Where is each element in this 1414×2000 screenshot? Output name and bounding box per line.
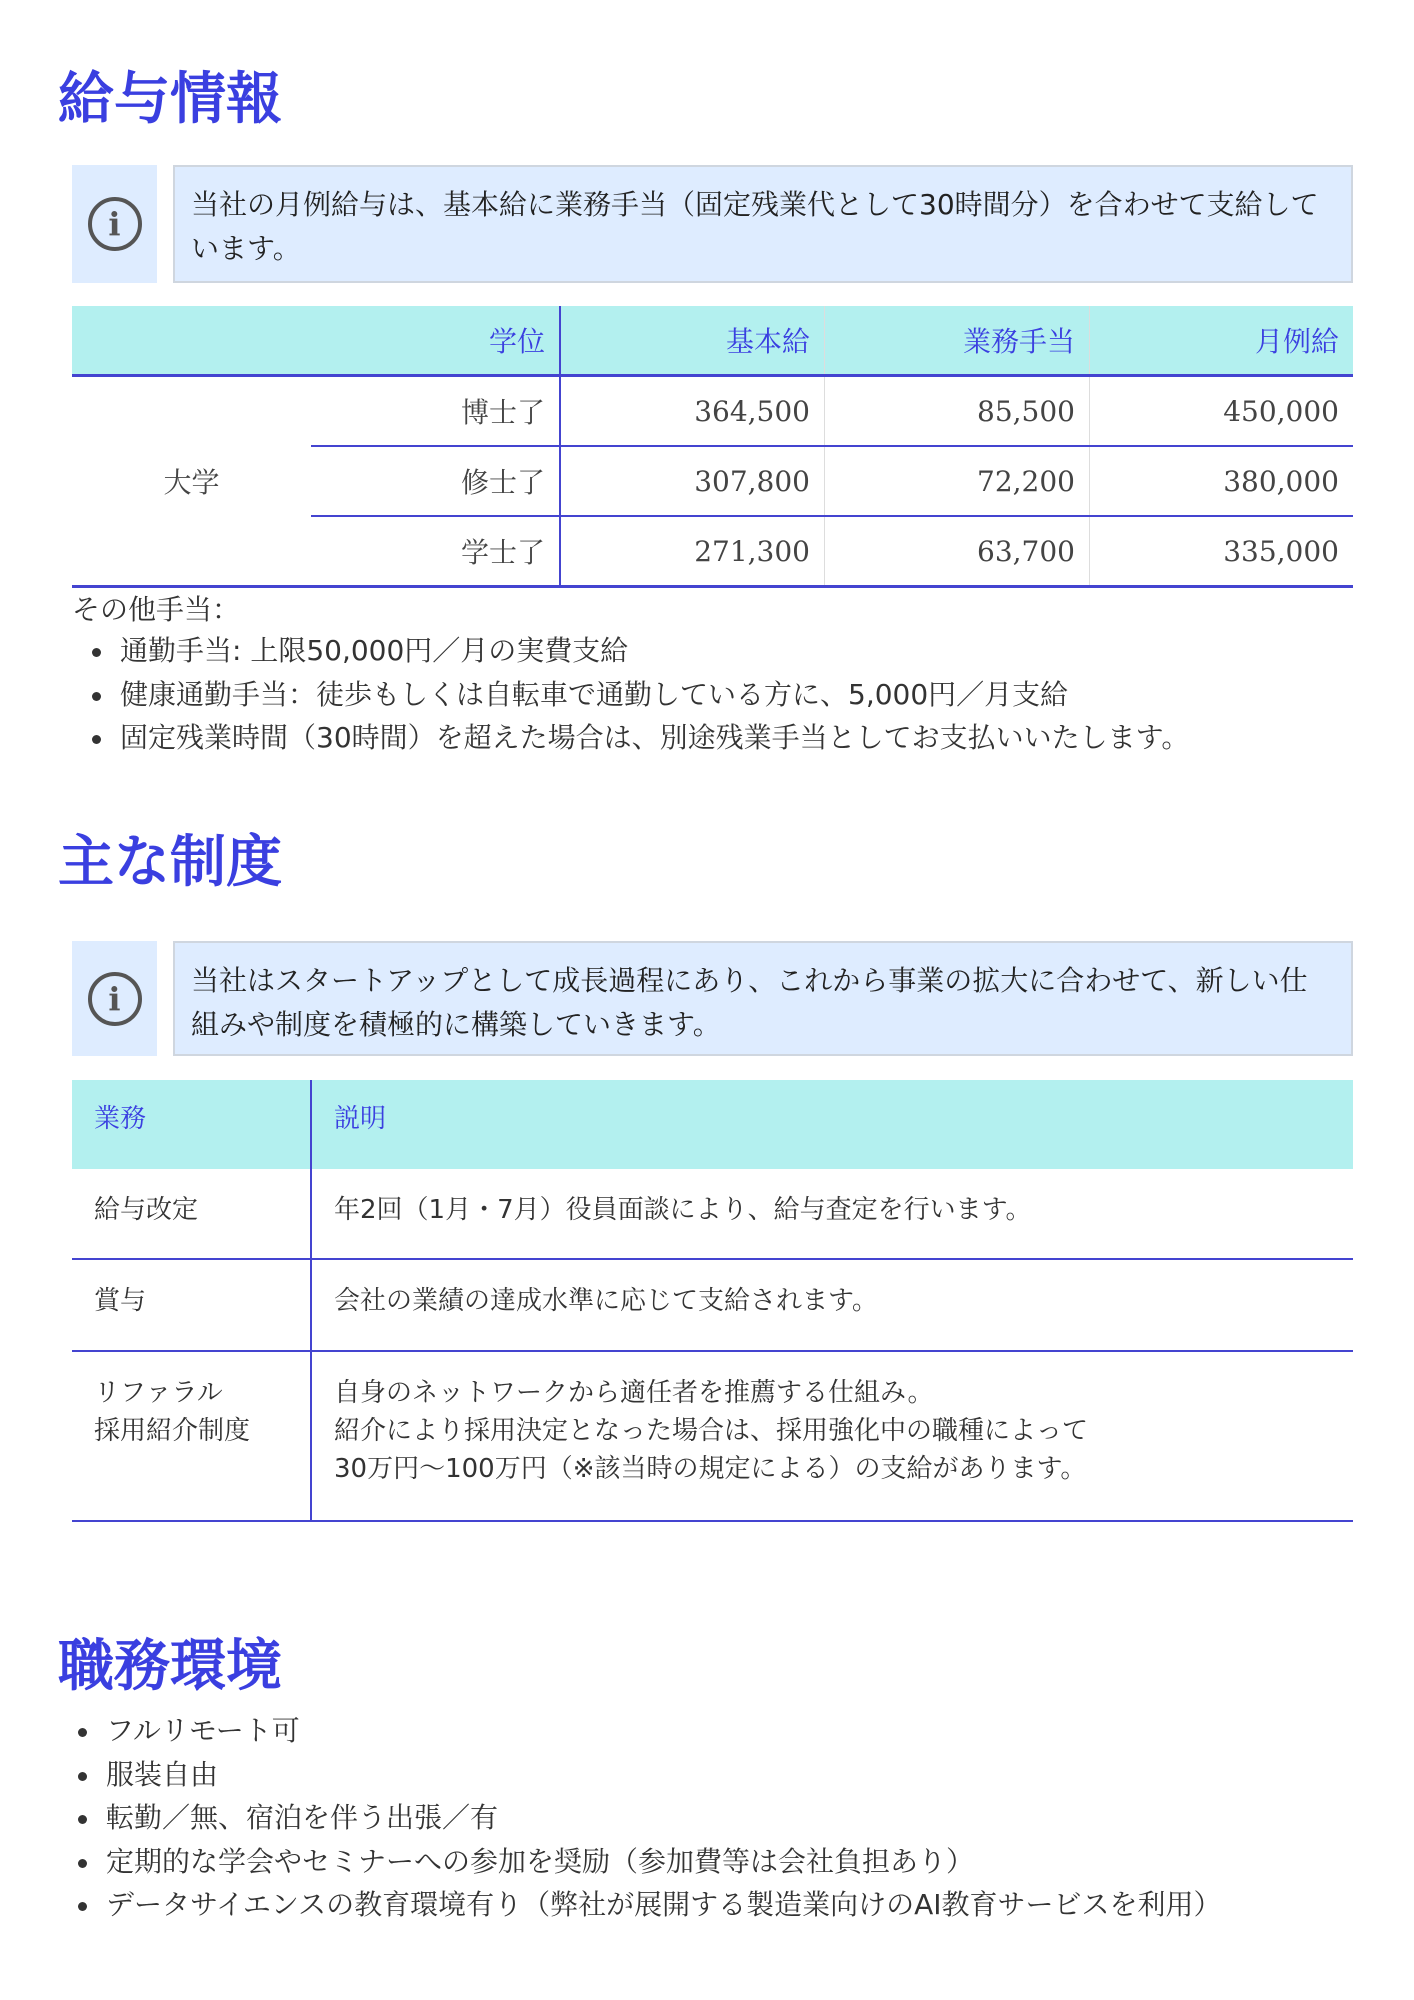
item-name: 給与改定 <box>72 1169 311 1259</box>
degree-cell: 博士了 <box>311 376 560 447</box>
degree-cell: 修士了 <box>311 446 560 516</box>
base-cell: 364,500 <box>560 376 825 447</box>
other-allowances-list <box>90 629 1189 760</box>
list-item: 固定残業時間（30時間）を超えた場合は、別途残業手当としてお支払いいたします。 <box>90 716 1189 760</box>
info-icon: i <box>88 197 142 251</box>
col-description: 説明 <box>311 1080 1353 1169</box>
systems-note: 当社はスタートアップとして成長過程にあり、これから事業の拡大に合わせて、新しい仕組みや制度を積極的に構築していきます。 <box>173 941 1353 1056</box>
table-row <box>72 1259 1353 1351</box>
item-desc <box>311 1169 1353 1259</box>
list-item: 定期的な学会やセミナーへの参加を奨励（参加費等は会社負担あり） <box>76 1840 1222 1884</box>
desc-line: 年2回（1月・7月）役員面談により、給与査定を行います。 <box>334 1195 1032 1225</box>
monthly-cell: 450,000 <box>1090 376 1354 447</box>
base-cell: 307,800 <box>560 446 825 516</box>
desc-line: 自身のネットワークから適任者を推薦する仕組み。 <box>334 1378 934 1408</box>
desc-line: 30万円〜100万円（※該当時の規定による）の支給があります。 <box>334 1454 1087 1484</box>
base-cell: 271,300 <box>560 516 825 587</box>
col-base: 基本給 <box>560 306 825 376</box>
table-header-row <box>72 1080 1353 1169</box>
item-desc <box>311 1351 1353 1521</box>
list-item: 服装自由 <box>76 1753 1222 1797</box>
allowance-cell: 72,200 <box>825 446 1090 516</box>
desc-line: 紹介により採用決定となった場合は、採用強化中の職種によって <box>334 1416 1089 1446</box>
list-item: 健康通勤手当：徒歩もしくは自転車で通勤している方に、5,000円／月支給 <box>90 673 1189 717</box>
col-monthly: 月例給 <box>1090 306 1354 376</box>
list-item: 通勤手当: 上限50,000円／月の実費支給 <box>90 629 1189 673</box>
environment-list <box>76 1709 1222 1927</box>
list-item: 転勤／無、宿泊を伴う出張／有 <box>76 1796 1222 1840</box>
monthly-cell: 335,000 <box>1090 516 1354 587</box>
table-row <box>72 1351 1353 1521</box>
monthly-cell: 380,000 <box>1090 446 1354 516</box>
table-row <box>72 1169 1353 1259</box>
list-item: データサイエンスの教育環境有り（弊社が展開する製造業向けのAI教育サービスを利用） <box>76 1883 1222 1927</box>
allowance-cell: 85,500 <box>825 376 1090 447</box>
info-icon-box <box>72 165 157 283</box>
salary-note: 当社の月例給与は、基本給に業務手当（固定残業代として30時間分）を合わせて支給しています。 <box>173 165 1353 283</box>
degree-cell: 学士了 <box>311 516 560 587</box>
item-name: リファラル 採用紹介制度 <box>72 1351 311 1521</box>
group-label: 大学 <box>72 376 311 587</box>
table-row <box>72 376 1353 447</box>
info-icon-box <box>72 941 157 1056</box>
col-allowance: 業務手当 <box>825 306 1090 376</box>
other-allowances-label: その他手当： <box>72 593 241 626</box>
environment-heading: 職務環境 <box>58 1634 282 1699</box>
col-degree: 学位 <box>72 306 560 376</box>
item-desc <box>311 1259 1353 1351</box>
desc-line: 会社の業績の達成水準に応じて支給されます。 <box>334 1286 878 1316</box>
allowance-cell: 63,700 <box>825 516 1090 587</box>
info-icon: i <box>88 972 142 1026</box>
salary-heading: 給与情報 <box>58 67 282 132</box>
systems-table <box>72 1080 1353 1522</box>
table-header-row <box>72 306 1353 376</box>
col-item: 業務 <box>72 1080 311 1169</box>
item-name: 賞与 <box>72 1259 311 1351</box>
systems-heading: 主な制度 <box>58 830 282 895</box>
salary-table <box>72 306 1353 588</box>
list-item: フルリモート可 <box>76 1709 1222 1753</box>
